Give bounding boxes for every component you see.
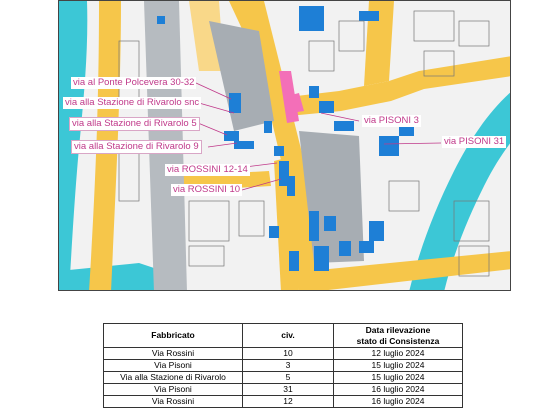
- map-label-pisoni-31: via PISONI 31: [444, 136, 505, 147]
- table-row: [104, 384, 463, 396]
- header-data: [334, 324, 463, 348]
- cell-fabbricato: Via alla Stazione di Rivarolo: [104, 372, 243, 384]
- cell-data: 16 luglio 2024: [334, 384, 463, 396]
- cell-civ: 31: [243, 384, 334, 396]
- cell-data: 12 luglio 2024: [334, 348, 463, 360]
- table-row: [104, 360, 463, 372]
- map-label-ponte-polcevera: via al Ponte Polcevera 30-32: [73, 77, 195, 88]
- map-label-pisoni-3: via PISONI 3: [364, 115, 419, 126]
- cell-data: 16 luglio 2024: [334, 396, 463, 408]
- header-fabbricato: Fabbricato: [104, 324, 243, 348]
- table-header-row: [104, 324, 463, 348]
- table-row: [104, 372, 463, 384]
- header-civ: civ.: [243, 324, 334, 348]
- cell-civ: 12: [243, 396, 334, 408]
- cell-civ: 3: [243, 360, 334, 372]
- cell-fabbricato: Via Rossini: [104, 396, 243, 408]
- cell-civ: 5: [243, 372, 334, 384]
- table-row: [104, 348, 463, 360]
- site-map: [58, 0, 511, 291]
- map-label-stazione-5: via alla Stazione di Rivarolo 5: [69, 117, 200, 131]
- survey-table: [103, 323, 463, 408]
- map-label-stazione-9: via alla Stazione di Rivarolo 9: [71, 140, 202, 154]
- header-data-line1: Data rilevazione: [365, 324, 431, 335]
- cell-data: 15 luglio 2024: [334, 372, 463, 384]
- map-label-rossini-10: via ROSSINI 10: [173, 184, 241, 195]
- cell-civ: 10: [243, 348, 334, 360]
- cell-fabbricato: Via Pisoni: [104, 384, 243, 396]
- cell-fabbricato: Via Rossini: [104, 348, 243, 360]
- map-label-rossini-12-14: via ROSSINI 12-14: [167, 164, 248, 175]
- cell-fabbricato: Via Pisoni: [104, 360, 243, 372]
- header-data-line2: stato di Consistenza: [356, 335, 440, 346]
- map-label-stazione-snc: via alla Stazione di Rivarolo snc: [65, 97, 200, 108]
- table-row: [104, 396, 463, 408]
- cell-data: 15 luglio 2024: [334, 360, 463, 372]
